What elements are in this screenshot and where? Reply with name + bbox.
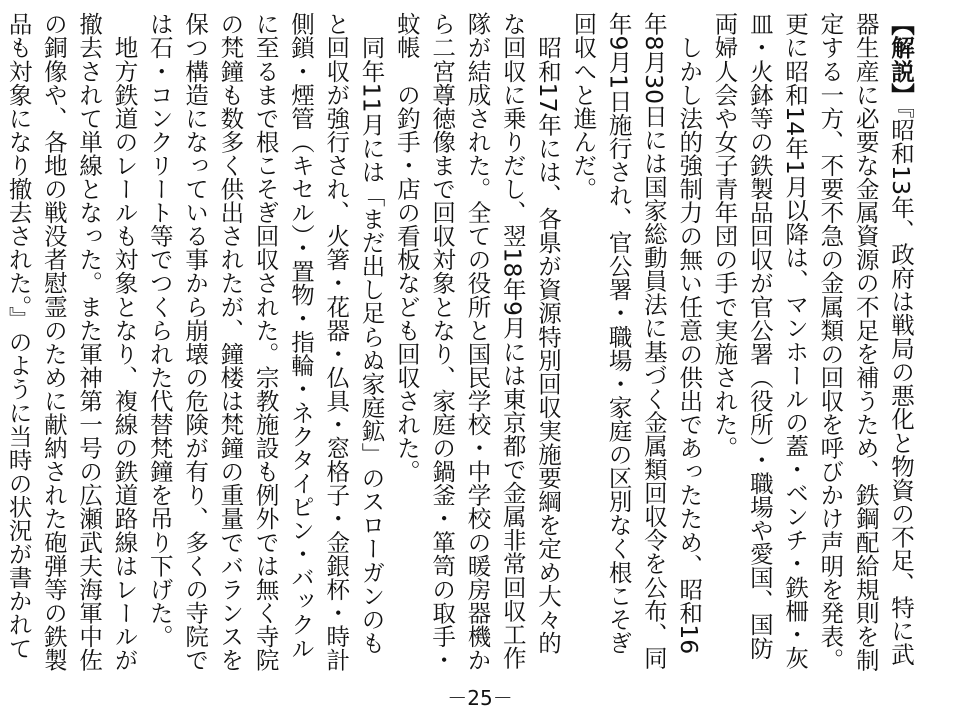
paragraph-2: しかし法的強制力の無い任意の供出であったため、昭和16年8月30日には国家総動員法に基づく金属類回収令を公布、同年9月1日施行され、官公署・職場・家庭の区別なく根こそぎ回収へと進んだ。 bbox=[569, 12, 704, 670]
paragraph-1-text: 『昭和13年、政府は戦局の悪化と物資の不足、特に武器生産に必要な金属資源の不足を補うため、鉄鋼配給規則を制定する一方、不要不急の金属類の回収を呼びかけ声明を発表。更に昭和14年1月以降は、マンホールの蓋・ベンチ・鉄柵・灰皿・火鉢等の鉄製品回収が官公署（役所）・職場や愛国、国防両婦人会や女子青年団の手で実施された。 bbox=[710, 12, 915, 672]
paragraph-5: 地方鉄道のレールも対象となり、複線の鉄道路線はレールが撤去されて単線となった。また軍神第一号の広瀬武夫海軍中佐の銅像や、各地の戦没者慰霊のために献納された砲弾等の鉄製品も対象になり撤去された。』のように当時の状況が書かれて bbox=[4, 12, 139, 672]
document-body bbox=[4, 12, 918, 672]
paragraph-3: 昭和17年には、各県が資源特別回収実施要綱を定め大々的な回収に乗りだし、翌18年9月には東京都で金属非常回収工作隊が結成された。全ての役所と国民学校・中学校の暖房器機から二宮尊徳像まで回収対象となり、家庭の鍋釜・箪笥の取手・蚊帳 の釣手・店の看板なども回収された。 bbox=[392, 12, 563, 672]
paragraph-1 bbox=[706, 12, 918, 672]
paragraph-4: 同年11月には「まだ出し足らぬ家庭鉱」のスローガンのもと回収が強行され、火箸・花器・仏具・窓格子・金銀杯・時計側鎖・煙管（キセル）・置物・指輪・ネクタイピン・バックルに至るまで根こそぎ回収された。宗教施設も例外では無く寺院の梵鐘も数多く供出されたが、鐘楼は梵鐘の重量でバランスを保つ構造になっている事から崩壊の危険が有り、多くの寺院では石・コンクリート等でつくられた代替梵鐘を吊り下げた。 bbox=[145, 12, 386, 672]
page-number: －25－ bbox=[447, 686, 513, 710]
commentary-label: 【解説】 bbox=[887, 12, 915, 107]
